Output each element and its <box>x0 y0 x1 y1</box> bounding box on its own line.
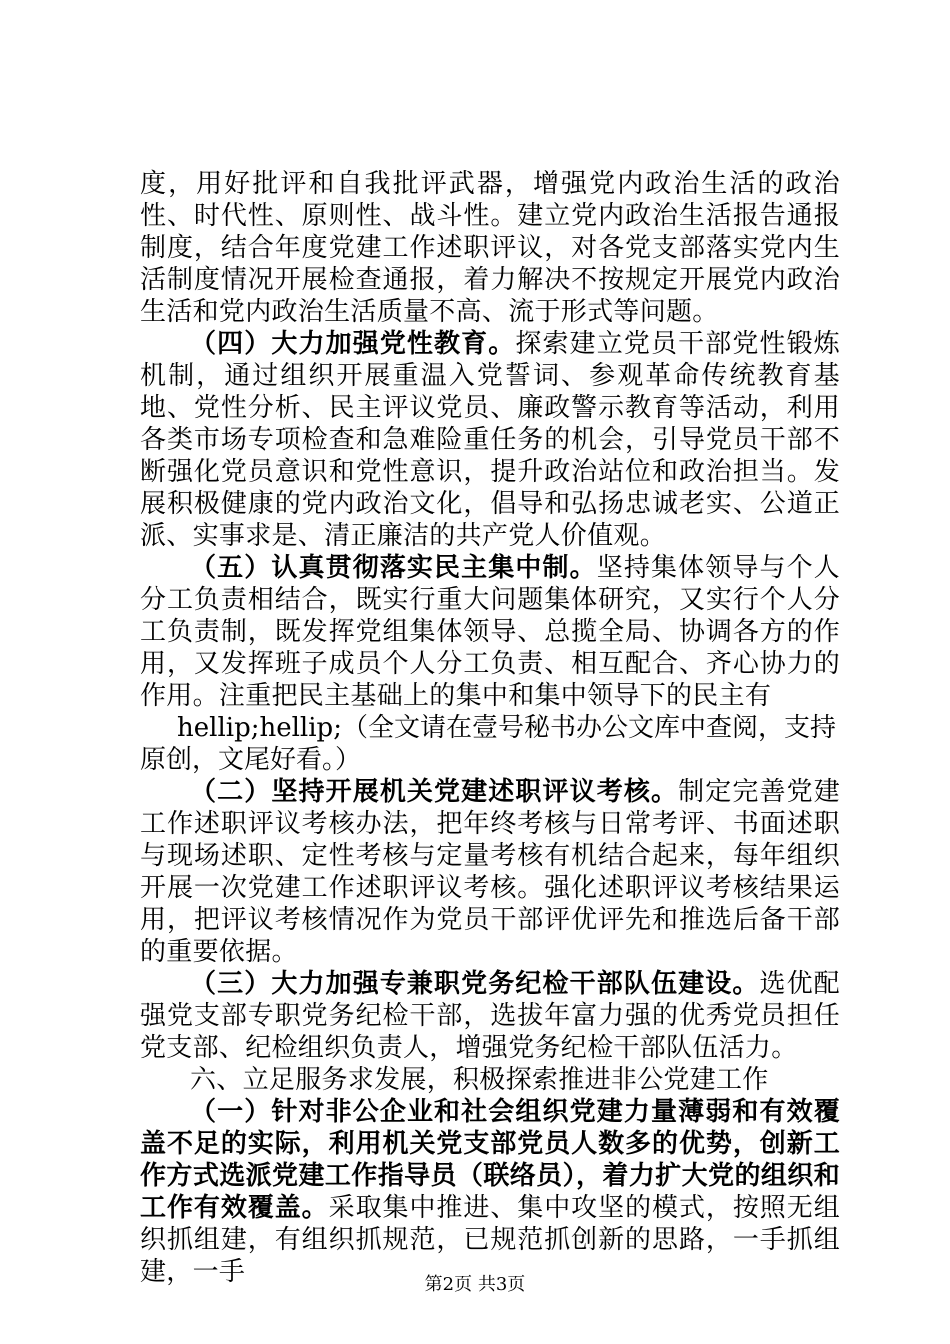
paragraph-cadre-team-building <box>140 968 840 1064</box>
paragraph-non-public-party-building <box>140 1096 840 1288</box>
section-heading-text: 六、立足服务求发展，积极探索推进非公党建工作 <box>190 1065 769 1095</box>
omission-note <box>140 712 840 776</box>
paragraph-text: 坚持集体领导与个人分工负责相结合，既实行重大问题集体研究，又实行个人分工负责制，既发挥党组集体领导、总揽全局、协调各方的作用，又发挥班子成员个人分工负责、相互配合、齐心协力的作用。注重把民主基础上的集中和集中领导下的民主有 <box>140 553 840 711</box>
omission-note-text: hellip;hellip;（全文请在壹号秘书办公文库中查阅，支持原创，文尾好看。） <box>140 713 836 775</box>
paragraph-text: 探索建立党员干部党性锻炼机制，通过组织开展重温入党誓词、参观革命传统教育基地、党性分析、民主评议党员、廉政警示教育等活动，利用各类市场专项检查和急难险重任务的机会，引导党员干部不断强化党员意识和党性意识，提升政治站位和政治担当。发展积极健康的党内政治文化，倡导和弘扬忠诚老实、公道正派、实事求是、清正廉洁的共产党人价值观。 <box>140 329 840 551</box>
section-heading-six <box>140 1064 840 1096</box>
paragraph-work-report-review <box>140 776 840 968</box>
paragraph-heading: （三）大力加强专兼职党务纪检干部队伍建设。 <box>190 969 760 999</box>
document-body <box>140 168 840 1288</box>
paragraph-text: 采取集中推进、集中攻坚的模式，按照无组织抓组建，有组织抓规范，已规范抓创新的思路，一手抓组建，一手 <box>140 1193 840 1287</box>
paragraph-continuation <box>140 168 840 328</box>
paragraph-text: 度，用好批评和自我批评武器，增强党内政治生活的政治性、时代性、原则性、战斗性。建立党内政治生活报告通报制度，结合年度党建工作述职评议，对各党支部落实党内生活制度情况开展检查通报，着力解决不按规定开展党内政治生活和党内政治生活质量不高、流于形式等问题。 <box>140 169 840 327</box>
paragraph-heading: （四）大力加强党性教育。 <box>190 329 516 359</box>
paragraph-democratic-centralism <box>140 552 840 712</box>
paragraph-heading: （二）坚持开展机关党建述职评议考核。 <box>190 777 679 807</box>
paragraph-heading: （一）针对非公企业和社会组织党建力量薄弱和有效覆盖不足的实际，利用机关党支部党员人数多的优势，创新工作方式选派党建工作指导员（联络员），着力扩大党的组织和工作有效覆盖。 <box>140 1097 840 1223</box>
paragraph-text: 制定完善党建工作述职评议考核办法，把年终考核与日常考评、书面述职与现场述职、定性考核与定量考核有机结合起来，每年组织开展一次党建工作述职评议考核。强化述职评议考核结果运用，把评议考核情况作为党员干部评优评先和推选后备干部的重要依据。 <box>140 777 840 967</box>
page-number-footer: 第2页 共3页 <box>424 1274 526 1295</box>
paragraph-heading: （五）认真贯彻落实民主集中制。 <box>190 553 597 583</box>
paragraph-party-spirit-education <box>140 328 840 552</box>
paragraph-text: 选优配强党支部专职党务纪检干部，选拔年富力强的优秀党员担任党支部、纪检组织负责人，增强党务纪检干部队伍活力。 <box>140 969 840 1063</box>
